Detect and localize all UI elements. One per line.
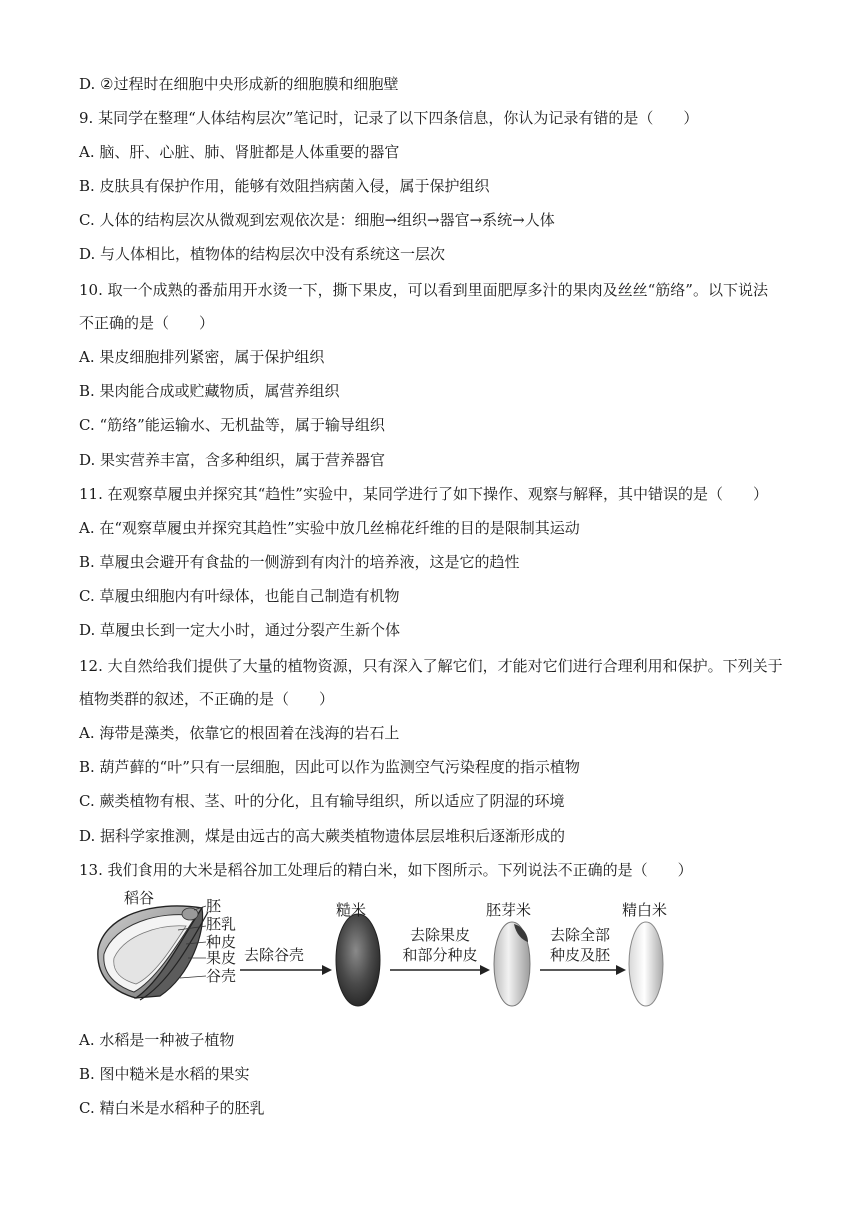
option-line: D. 与人体相比，植物体的结构层次中没有系统这一层次: [79, 245, 446, 263]
arrow-3: [540, 965, 626, 975]
option-line: D. 果实营养丰富，含多种组织，属于营养器官: [79, 451, 386, 469]
part-label-husk: 谷壳: [206, 967, 237, 985]
germ-rice-grain: [494, 922, 530, 1006]
arrow-1: [240, 965, 332, 975]
question-9-stem: 9. 某同学在整理“人体结构层次”笔记时，记录了以下四条信息，你认为记录有错的是（ ）: [79, 109, 699, 127]
white-rice-label: 精白米: [622, 901, 668, 919]
option-line: D. 草履虫长到一定大小时，通过分裂产生新个体: [79, 621, 401, 639]
question-10-stem: 10. 取一个成熟的番茄用开水烫一下，撕下果皮，可以看到里面肥厚多汁的果肉及丝丝“筋络”。以下说法: [79, 281, 768, 299]
white-rice-grain: [629, 922, 663, 1006]
option-line: B. 草履虫会避开有食盐的一侧游到有肉汁的培养液，这是它的趋性: [79, 553, 520, 571]
option-line: A. 果皮细胞排列紧密，属于保护组织: [79, 348, 325, 366]
rice-grain-illustration: [98, 906, 208, 1000]
option-line: C. 人体的结构层次从微观到宏观依次是：细胞→组织→器官→系统→人体: [79, 211, 555, 229]
brown-rice-label: 糙米: [336, 901, 367, 919]
option-line: A. 海带是藻类，依靠它的根固着在浅海的岩石上: [79, 724, 400, 742]
option-line: C. 草履虫细胞内有叶绿体，也能自己制造有机物: [79, 587, 400, 605]
option-line: D. 据科学家推测，煤是由远古的高大蕨类植物遗体层层堆积后逐渐形成的: [79, 827, 566, 845]
step-2-label-1: 去除果皮: [409, 926, 470, 944]
option-line: B. 图中糙米是水稻的果实: [79, 1065, 250, 1083]
option-line: C. 精白米是水稻种子的胚乳: [79, 1099, 265, 1117]
step-1-label: 去除谷壳: [244, 946, 305, 964]
option-line: A. 在“观察草履虫并探究其趋性”实验中放几丝棉花纤维的目的是限制其运动: [79, 519, 580, 537]
part-label-endosperm: 胚乳: [206, 915, 237, 933]
part-label-pericarp: 果皮: [206, 949, 237, 967]
part-label-embryo: 胚: [206, 897, 222, 915]
option-line: A. 脑、肝、心脏、肺、肾脏都是人体重要的器官: [79, 143, 400, 161]
option-line: C. 蕨类植物有根、茎、叶的分化，且有输导组织，所以适应了阴湿的环境: [79, 792, 565, 810]
arrow-2: [390, 965, 490, 975]
step-3-label-1: 去除全部: [549, 926, 610, 944]
option-line: C. “筋络”能运输水、无机盐等，属于输导组织: [79, 416, 385, 434]
step-3-label-2: 种皮及胚: [549, 946, 610, 964]
option-line: B. 皮肤具有保护作用，能够有效阻挡病菌入侵，属于保护组织: [79, 177, 490, 195]
option-line: B. 果肉能合成或贮藏物质，属营养组织: [79, 382, 340, 400]
rice-processing-figure: [90, 888, 690, 1018]
part-label-seed-coat: 种皮: [206, 933, 237, 951]
step-2-label-2: 和部分种皮: [402, 946, 478, 964]
option-line: A. 水稻是一种被子植物: [79, 1031, 235, 1049]
brown-rice-grain: [336, 914, 380, 1006]
germ-rice-label: 胚芽米: [486, 901, 532, 919]
question-12-stem-cont: 植物类群的叙述，不正确的是（ ）: [79, 690, 335, 708]
rice-grain-title: 稻谷: [124, 889, 155, 907]
question-11-stem: 11. 在观察草履虫并探究其“趋性”实验中，某同学进行了如下操作、观察与解释，其中错误的是（ ）: [79, 485, 768, 503]
question-13-stem: 13. 我们食用的大米是稻谷加工处理后的精白米，如下图所示。下列说法不正确的是（ ）: [79, 861, 693, 879]
question-12-stem: 12. 大自然给我们提供了大量的植物资源，只有深入了解它们，才能对它们进行合理利用和保护。下列关于: [79, 657, 783, 675]
text-line: D. ②过程时在细胞中央形成新的细胞膜和细胞壁: [79, 75, 399, 93]
option-line: B. 葫芦藓的“叶”只有一层细胞，因此可以作为监测空气污染程度的指示植物: [79, 758, 580, 776]
question-10-stem-cont: 不正确的是（ ）: [79, 314, 215, 332]
